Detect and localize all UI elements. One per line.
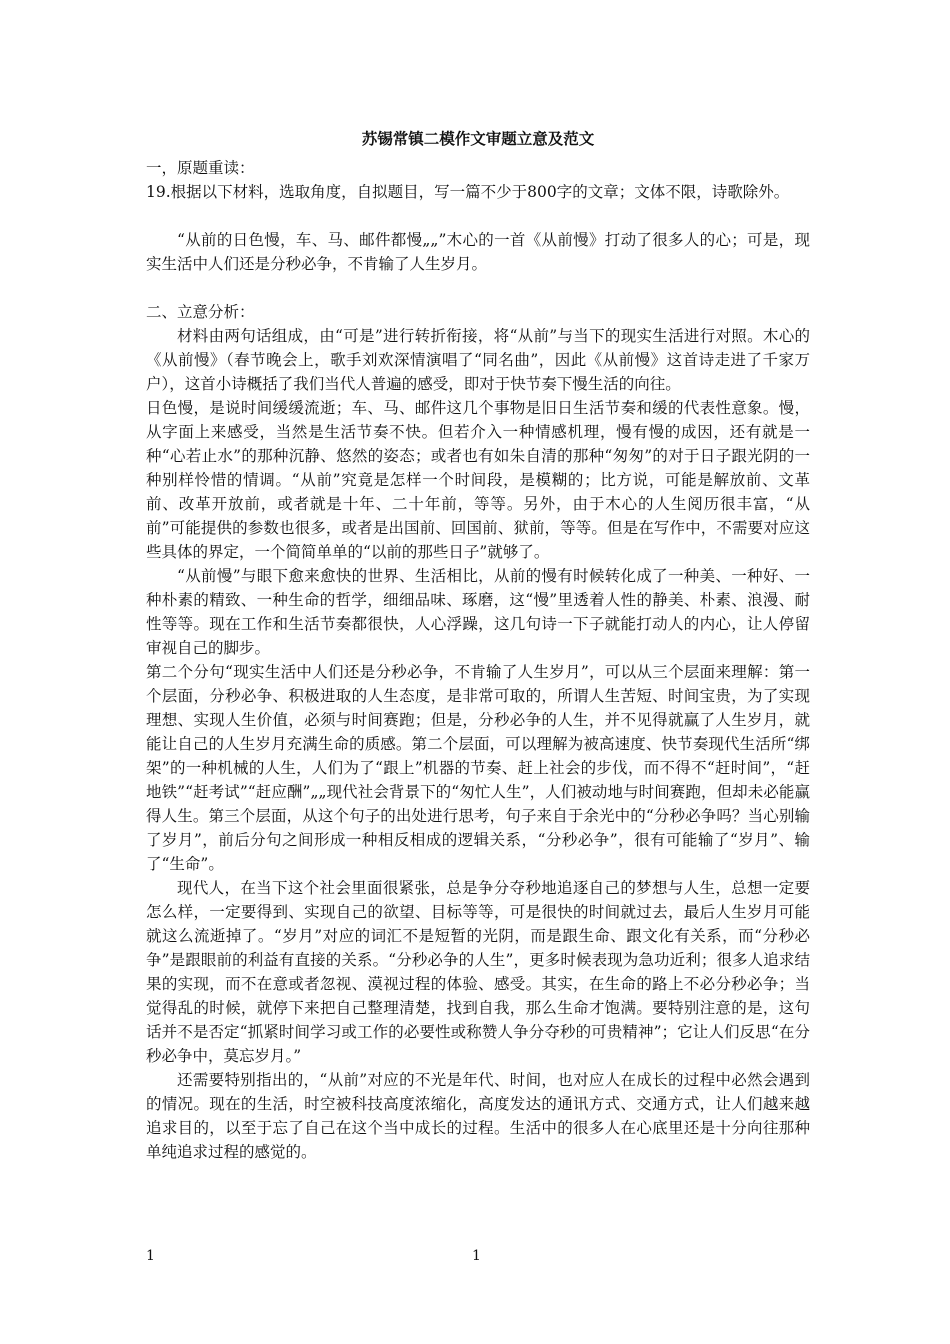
prompt-text: 19.根据以下材料，选取角度，自拟题目，写一篇不少于800字的文章；文体不限，诗歌除外。	[146, 183, 790, 201]
document-title: 苏锡常镇二模作文审题立意及范文	[361, 129, 595, 148]
analysis-paragraph-2: 日色慢，是说时间缓缓流逝；车、马、邮件这几个事物是旧日生活节奏和缓的代表性意象。慢，从字面上来感受，当然是生活节奏不快。但若介入一种情感机理，慢有慢的成因，还有就是一种“心若止水”的那种沉静、悠然的姿态；或者也有如朱自清的那种“匆匆”的对于日子跟光阴的一种别样怜惜的情调。“从前”究竟是怎样一个时间段，是模糊的；比方说，可能是解放前、文革前、改革开放前，或者就是十年、二十年前，等等。另外，由于木心的人生阅历很丰富，“从前”可能提供的参数也很多，或者是出国前、回国前、狱前，等等。但是在写作中，不需要对应这些具体的界定，一个简简单单的“以前的那些日子”就够了。	[146, 399, 810, 561]
analysis-paragraph-5: 现代人，在当下这个社会里面很紧张，总是争分夺秒地追逐自己的梦想与人生，总想一定要怎么样，一定要得到、实现自己的欲望、目标等等，可是很快的时间就过去，最后人生岁月可能就这么流逝掉了。“岁月”对应的词汇不是短暂的光阴，而是跟生命、跟文化有关系，而“分秒必争”是跟眼前的利益有直接的关系。“分秒必争的人生”，更多时候表现为急功近利；很多人追求结果的实现，而不在意或者忽视、漠视过程的体验、感受。其实，在生命的路上不必分秒必争；当觉得乱的时候，就停下来把自己整理清楚，找到自我，那么生命才饱满。要特别注意的是，这句话并不是否定“抓紧时间学习或工作的必要性或称赞人争分夺秒的可贵精神”；它让人们反思“在分秒必争中，莫忘岁月。”	[146, 879, 810, 1065]
analysis-paragraph-4: 第二个分句“现实生活中人们还是分秒必争，不肯输了人生岁月”，可以从三个层面来理解：第一个层面，分秒必争、积极进取的人生态度，是非常可取的，所谓人生苦短、时间宝贵，为了实现理想、实现人生价值，必须与时间赛跑；但是，分秒必争的人生，并不见得就赢了人生岁月，就能让自己的人生岁月充满生命的质感。第二个层面，可以理解为被高速度、快节奏现代生活所“绑架”的一种机械的人生，人们为了“跟上”机器的节奏、赶上社会的步伐，而不得不“赶时间”，“赶地铁”“赶考试”“赶应酬”„„现代社会背景下的“匆忙人生”，人们被动地与时间赛跑，但却未必能赢得人生。第三个层面，从这个句子的出处进行思考，句子来自于余光中的“分秒必争吗？当心别输了岁月”，前后分句之间形成一种相反相成的逻辑关系，“分秒必争”，很有可能输了“岁月”、输了“生命”。	[146, 663, 810, 873]
section-2-heading: 二、立意分析：	[146, 303, 255, 321]
document-page	[146, 128, 810, 1164]
footer-page-number-left: 1	[146, 1248, 155, 1264]
spacer	[146, 276, 810, 300]
analysis-paragraph-6: 还需要特别指出的，“从前”对应的不光是年代、时间，也对应人在成长的过程中必然会遇到的情况。现在的生活，时空被科技高度浓缩化，高度发达的通讯方式、交通方式，让人们越来越追求目的，以至于忘了自己在这个当中成长的过程。生活中的很多人在心底里还是十分向往那种单纯追求过程的感觉的。	[146, 1071, 810, 1161]
footer-page-number-center: 1	[472, 1248, 481, 1264]
spacer	[146, 204, 810, 228]
analysis-paragraph-3: “从前慢”与眼下愈来愈快的世界、生活相比，从前的慢有时候转化成了一种美、一种好、一种朴素的精致、一种生命的哲学，细细品味、琢磨，这“慢”里透着人性的静美、朴素、浪漫、耐性等等。现在工作和生活节奏都很快，人心浮躁，这几句诗一下子就能打动人的内心，让人停留审视自己的脚步。	[146, 567, 810, 657]
material-quote: “从前的日色慢，车、马、邮件都慢„„”木心的一首《从前慢》打动了很多人的心；可是，现实生活中人们还是分秒必争，不肯输了人生岁月。	[146, 231, 810, 273]
section-1-heading: 一，原题重读：	[146, 159, 255, 177]
analysis-paragraph-1: 材料由两句话组成，由“可是”进行转折衔接，将“从前”与当下的现实生活进行对照。木心的《从前慢》（春节晚会上，歌手刘欢深情演唱了“同名曲”，因此《从前慢》这首诗走进了千家万户），这首小诗概括了我们当代人普遍的感受，即对于快节奏下慢生活的向往。	[146, 327, 810, 393]
